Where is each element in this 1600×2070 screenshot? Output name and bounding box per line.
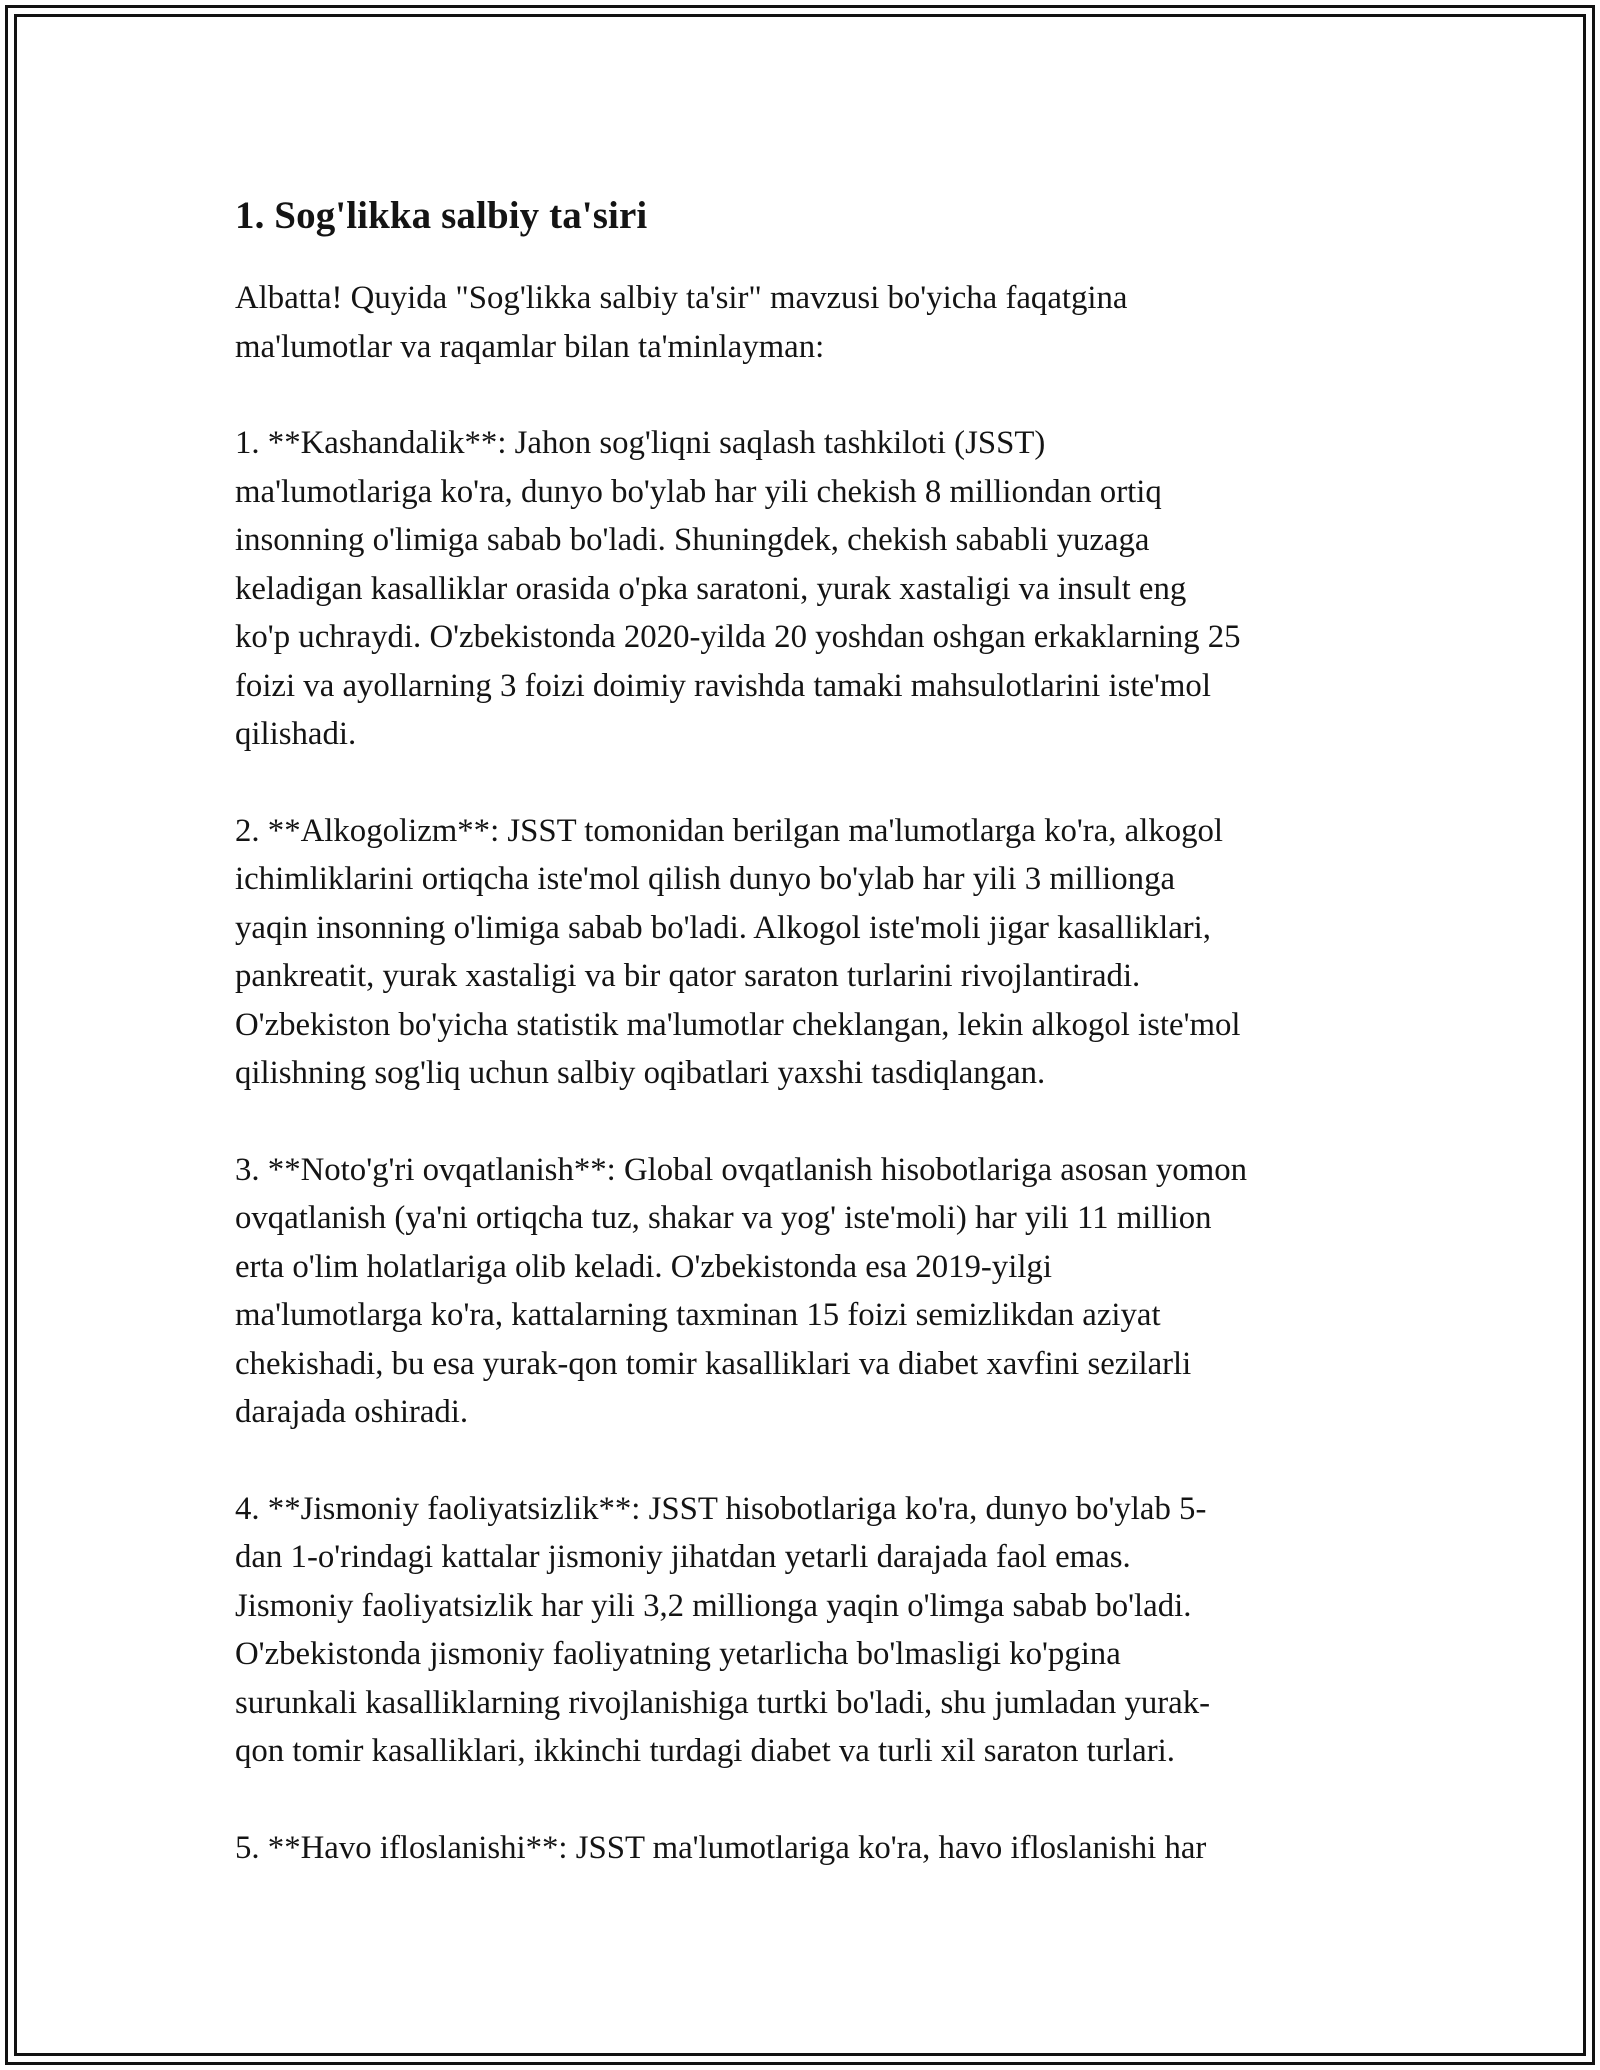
paragraph-alcoholism: 2. **Alkogolizm**: JSST tomonidan berilgan ma'lumotlarga ko'ra, alkogol ichimliklarini ortiqcha iste'mol qilish dunyo bo'ylab har yili 3 millionga yaqin insonning o'limiga sabab bo'ladi. Alkogol iste'moli jigar kasalliklari, pankreatit, yurak xastaligi va bir qator saraton turlarini rivojlantiradi. O'zbekiston bo'yicha statistik ma'lumotlar cheklangan, lekin alkogol iste'mol qilishning sog'liq uchun salbiy oqibatlari yaxshi tasdiqlangan. [235,812,1241,1091]
section-heading: 1. Sog'likka salbiy ta'siri [235,194,648,237]
paragraph-air-pollution: 5. **Havo ifloslanishi**: JSST ma'lumotlariga ko'ra, havo ifloslanishi har [235,1829,1207,1866]
intro-paragraph: Albatta! Quyida "Sog'likka salbiy ta'sir" mavzusi bo'yicha faqatgina ma'lumotlar va raqamlar bilan ta'minlayman: [235,280,1128,365]
paragraph-physical-inactivity: 4. **Jismoniy faoliyatsizlik**: JSST hisobotlariga ko'ra, dunyo bo'ylab 5- dan 1-o'rindagi kattalar jismoniy jihatdan yetarli darajada faol emas. Jismoniy faoliyatsizlik har yili 3,2 millionga yaqin o'limga sabab bo'ladi. O'zbekistonda jismoniy faoliyatning yetarlicha bo'lmasligi ko'pgina surunkali kasalliklarning rivojlanishiga turtki bo'ladi, shu jumladan yurak- qon tomir kasalliklari, ikkinchi turdagi diabet va turli xil saraton turlari. [235,1490,1211,1769]
paragraph-nutrition: 3. **Noto'g'ri ovqatlanish**: Global ovqatlanish hisobotlariga asosan yomon ovqatlanish (ya'ni ortiqcha tuz, shakar va yog' iste'moli) har yili 11 million erta o'lim holatlariga olib keladi. O'zbekistonda esa 2019-yilgi ma'lumotlarga ko'ra, kattalarning taxminan 15 foizi semizlikdan aziyat chekishadi, bu esa yurak-qon tomir kasalliklari va diabet xavfini sezilarli darajada oshiradi. [235,1151,1247,1430]
document-body [235,187,1375,1920]
paragraph-smoking: 1. **Kashandalik**: Jahon sog'liqni saqlash tashkiloti (JSST) ma'lumotlariga ko'ra, dunyo bo'ylab har yili chekish 8 milliondan ortiq insonning o'limiga sabab bo'ladi. Shuningdek, chekish sababli yuzaga keladigan kasalliklar orasida o'pka saratoni, yurak xastaligi va insult eng ko'p uchraydi. O'zbekistonda 2020-yilda 20 yoshdan oshgan erkaklarning 25 foizi va ayollarning 3 foizi doimiy ravishda tamaki mahsulotlarini iste'mol qilishadi. [235,425,1241,752]
